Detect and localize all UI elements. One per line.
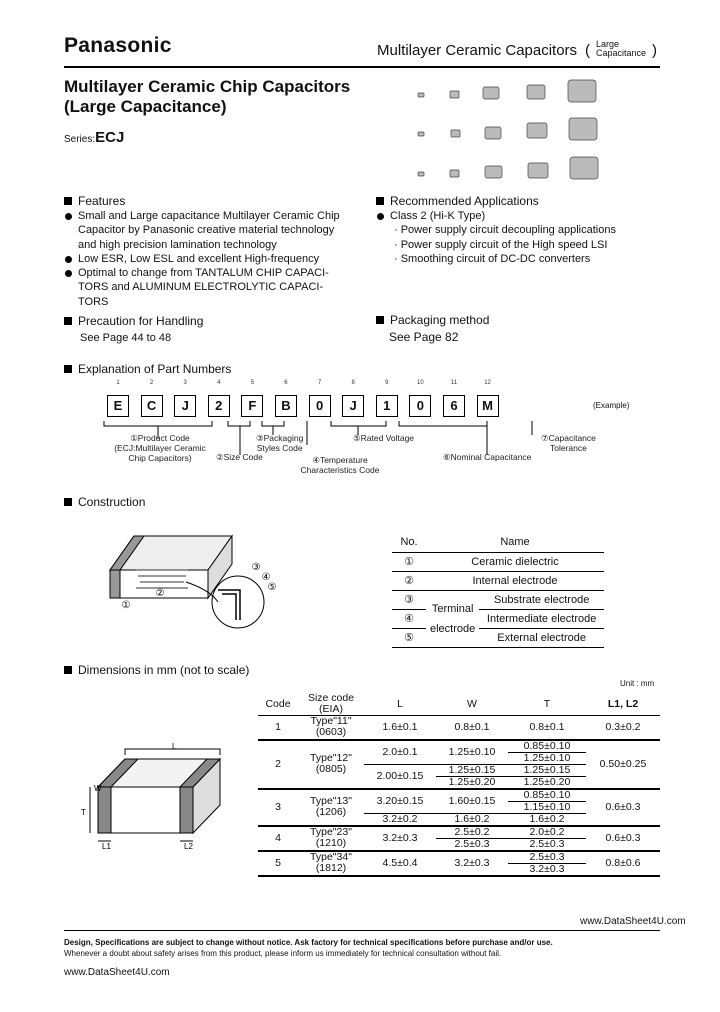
footer-url[interactable]: www.DataSheet4U.com — [64, 967, 170, 978]
watermark-url[interactable]: www.DataSheet4U.com — [580, 916, 686, 927]
table-row: 5 Type"34" (1812) 4.5±0.4 3.2±0.3 2.5±0.3 0.8±0.6 — [258, 851, 660, 864]
callout-1: ① — [121, 600, 131, 611]
table-row: 1.15±0.10 — [258, 801, 660, 813]
chip-photo — [528, 163, 548, 178]
callout-5: ⑤ — [267, 582, 277, 593]
chip-photo — [418, 93, 424, 97]
chip-photo — [418, 172, 424, 176]
series-label: Series:ECJ — [64, 129, 125, 146]
detail-circle — [212, 576, 264, 628]
chip-photo — [527, 85, 545, 99]
table-row: 1.25±0.20 1.25±0.20 — [258, 776, 660, 789]
table-row: 2.5±0.3 2.5±0.3 — [258, 838, 660, 851]
table-row: 2.00±0.15 1.25±0.15 1.25±0.15 — [258, 764, 660, 776]
footer-notice: Design, Specifications are subject to change without notice. Ask factory for technical specifications before purchase and/or use. Whenever a doubt about safety arises from this product, please inform us immediately for technical consultation without fail. — [64, 938, 553, 958]
chip-photo — [451, 130, 460, 137]
features-heading: Features — [64, 194, 125, 208]
partnum-char: C — [141, 395, 163, 417]
features-list — [64, 209, 346, 309]
table-row: ③ Terminal electrode Substrate electrode — [392, 590, 604, 609]
dimensions-unit: Unit : mm — [620, 679, 655, 688]
label-product-code: ①Product Code (ECJ:Multilayer Ceramic Chip Capacitors) — [114, 433, 206, 463]
table-row: 4 Type"23" (1210) 3.2±0.3 2.5±0.2 2.0±0.2 0.6±0.3 — [258, 826, 660, 839]
feature-item: Optimal to change from TANTALUM CHIP CAPACI-TORS and ALUMINUM ELECTROLYTIC CAPACI-TORS — [64, 266, 346, 309]
table-row: ⑤ External electrode — [392, 628, 604, 647]
chip-photo — [485, 127, 501, 139]
label-nominal-capacitance: ⑥Nominal Capacitance — [443, 452, 532, 462]
partnum-char: 0 — [309, 395, 331, 417]
table-row: 3 Type"13" (1206) 3.20±0.15 1.60±0.15 0.85±0.10 0.6±0.3 — [258, 789, 660, 802]
bracket-size — [228, 421, 250, 426]
label-size-code: ②Size Code — [216, 452, 263, 462]
partnum-char: B — [275, 395, 297, 417]
application-item: · Power supply circuit of the High speed LSI — [394, 238, 608, 251]
applications-class: Class 2 (Hi-K Type) — [376, 209, 666, 223]
bracket-rated — [331, 421, 386, 426]
chip-photo — [570, 157, 598, 179]
applications-list — [376, 209, 666, 266]
dim-T: T — [81, 808, 86, 817]
partnum-char: 6 — [443, 395, 465, 417]
feature-item: Low ESR, Low ESL and excellent High-frequency — [64, 252, 346, 266]
bracket-nominal — [399, 421, 487, 426]
construction-table: No. Name ① Ceramic dielectric ② Internal electrode ③ Terminal electrode Substrate electrode ④ Intermediate electrode ⑤ External electrode — [392, 533, 604, 648]
dim-L: L — [172, 742, 177, 751]
chip-photo — [485, 166, 502, 178]
label-temperature: ④Temperature Characteristics Code — [300, 455, 380, 475]
chip-photos — [405, 78, 605, 188]
partnum-char: M — [477, 395, 499, 417]
page-title: Multilayer Ceramic Chip Capacitors (Large Capacitance) — [64, 77, 351, 116]
callout-2: ② — [155, 588, 165, 599]
precaution-text: See Page 44 to 48 — [80, 332, 172, 344]
chip-photo — [527, 123, 547, 138]
partnum-heading: Explanation of Part Numbers — [64, 362, 231, 376]
partnum-char: 1 — [376, 395, 398, 417]
partnum-char: 0 — [409, 395, 431, 417]
header-title: Multilayer Ceramic Capacitors — [377, 42, 578, 59]
table-row: 1 Type"11" (0603) 1.6±0.1 0.8±0.1 0.8±0.1 0.3±0.2 — [258, 716, 660, 740]
bracket-packaging — [262, 421, 284, 426]
packaging-text: See Page 82 — [389, 330, 459, 344]
construction-heading: Construction — [64, 495, 145, 509]
table-row: ④ Intermediate electrode — [392, 609, 604, 628]
partnum-char: 2 — [208, 395, 230, 417]
brand-logo: Panasonic — [64, 34, 172, 57]
bracket-product — [104, 421, 212, 426]
header-paren-open: ( — [585, 42, 590, 59]
chip-photo — [418, 132, 424, 136]
table-row: ① Ceramic dielectric — [392, 552, 604, 571]
dim-W: W — [94, 784, 102, 793]
chip-photo — [483, 87, 499, 99]
dimensions-table: Code Size code (EIA) L W T L1, L2 1 Type"11" (0603) 1.6±0.1 0.8±0.1 0.8±0.1 0.3±0.2 2 Type"12" (0805) 2.0±0.1 1.25±0.10 0.85±0.10 0.50±0.25 1.25±0.10 2.00±0.15 1.25±0.15 1.25±0.15 1.25±0.20 1.25±0.20 3 Type"13" (1206) 3.20±0.15 1.60±0.15 0.85±0.10 0.6±0.3 1.15±0.10 3.2±0.2 1.6±0.2 1.6±0.2 4 Type"23" (1210) 3.2±0.3 2.5±0.2 2.0±0.2 0.6±0.3 2.5±0.3 2.5±0.3 5 Type"34" (1812) 4.5±0.4 3.2±0.3 2.5±0.3 0.8±0.6 3.2±0.3 — [258, 693, 660, 877]
callout-4: ④ — [261, 572, 271, 583]
header-paren-close: ) — [652, 42, 657, 59]
partnum-boxes — [107, 395, 499, 417]
label-packaging: ③Packaging Styles Code — [256, 433, 304, 453]
dim-L2: L2 — [184, 842, 193, 851]
table-row: ② Internal electrode — [392, 571, 604, 590]
chip-photo — [450, 170, 459, 177]
packaging-heading: Packaging method — [376, 313, 489, 327]
header-subtitle: Large Capacitance — [596, 39, 647, 58]
partnum-positions: 1 2 3 4 5 6 7 8 9 10 11 12 — [116, 380, 491, 386]
table-row: 3.2±0.3 — [258, 863, 660, 876]
callout-3: ③ — [251, 562, 261, 573]
table-row: 3.2±0.2 1.6±0.2 1.6±0.2 — [258, 813, 660, 826]
applications-heading: Recommended Applications — [376, 194, 539, 208]
header-rule — [64, 66, 660, 68]
application-item: · Smoothing circuit of DC-DC converters — [394, 252, 591, 265]
partnum-char: J — [342, 395, 364, 417]
partnum-char: F — [241, 395, 263, 417]
partnum-char: E — [107, 395, 129, 417]
label-tolerance: ⑦Capacitance Tolerance — [541, 433, 596, 453]
partnum-char: J — [174, 395, 196, 417]
chip-photo — [569, 118, 597, 140]
label-rated-voltage: ⑤Rated Voltage — [353, 433, 415, 443]
footer-rule — [64, 930, 660, 931]
construction-diagram — [100, 520, 290, 630]
precaution-heading: Precaution for Handling — [64, 314, 203, 328]
partnum-example: (Example) — [593, 401, 630, 410]
dimensions-heading: Dimensions in mm (not to scale) — [64, 663, 249, 677]
table-row: 2 Type"12" (0805) 2.0±0.1 1.25±0.10 0.85±0.10 0.50±0.25 — [258, 740, 660, 753]
dim-L1: L1 — [102, 842, 111, 851]
terminal-label: Terminal electrode — [426, 590, 479, 647]
chip-photo — [568, 80, 596, 102]
chip-photo — [450, 91, 459, 98]
feature-item: Small and Large capacitance Multilayer Ceramic Chip Capacitor by Panasonic creative material technology and high precision lamination technology — [64, 209, 346, 252]
application-item: · Power supply circuit decoupling applications — [394, 224, 616, 237]
dimension-diagram — [80, 742, 240, 851]
table-row: 1.25±0.10 — [258, 752, 660, 764]
